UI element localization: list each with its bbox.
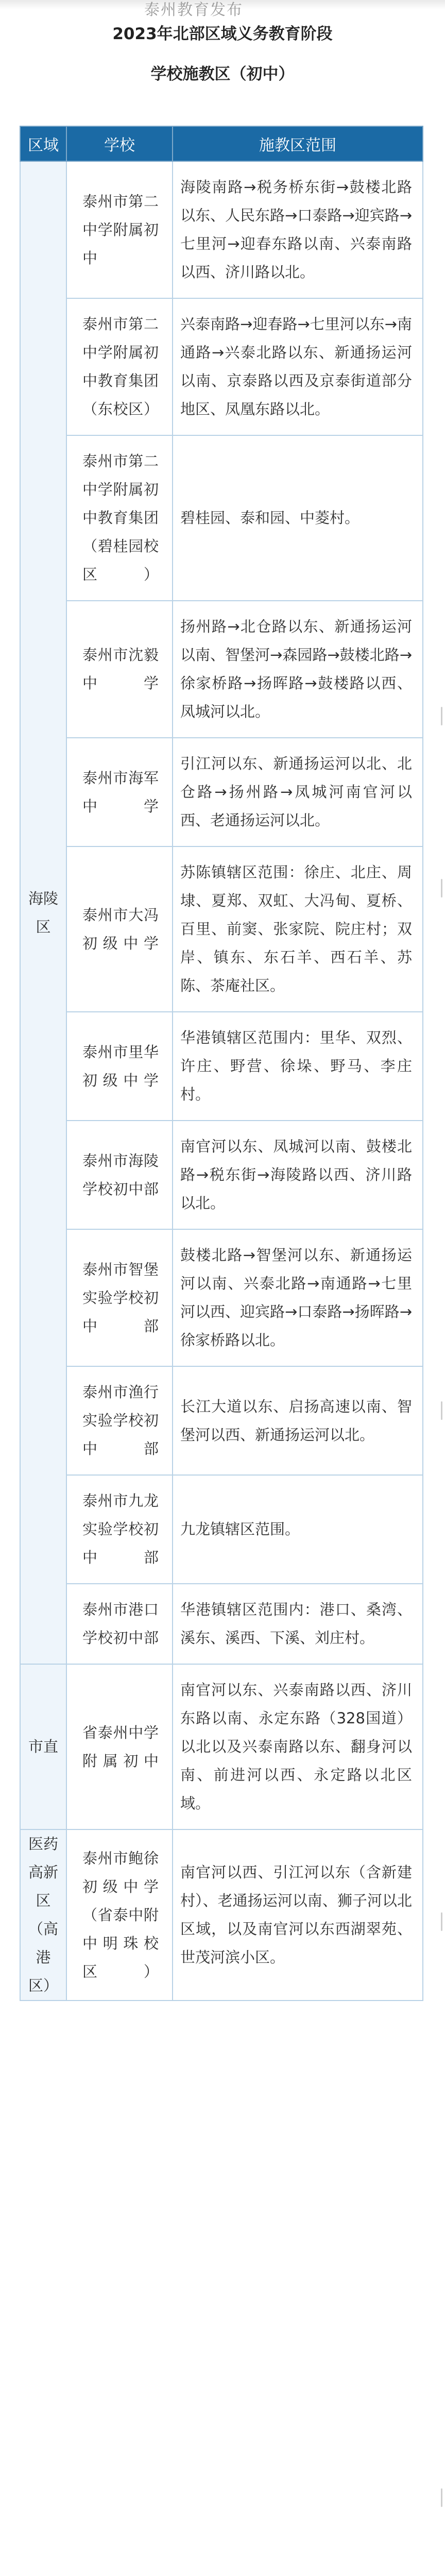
school-cell: 泰州市第二中学附属初中教育集团（碧桂园校区） bbox=[66, 435, 173, 601]
table-row bbox=[20, 1475, 423, 1584]
scope-cell: 南官河以东、凤城河以南、鼓楼北路→税东街→海陵路以西、济川路以北。 bbox=[173, 1121, 423, 1229]
table-row bbox=[20, 1664, 423, 1829]
school-cell: 泰州市九龙实验学校初中部 bbox=[66, 1475, 173, 1584]
school-cell: 泰州市海陵学校初中部 bbox=[66, 1121, 173, 1229]
table-row bbox=[20, 738, 423, 846]
school-cell: 泰州市第二中学附属初中教育集团（东校区） bbox=[66, 298, 173, 435]
scope-cell: 华港镇辖区范围内：里华、双烈、许庄、野营、徐垛、野马、李庄村。 bbox=[173, 1012, 423, 1121]
scope-cell: 兴泰南路→迎春路→七里河以东→南通路→兴泰北路以东、新通扬运河以南、京泰路以西及京泰街道部分地区、凤凰东路以北。 bbox=[173, 298, 423, 435]
scope-cell: 九龙镇辖区范围。 bbox=[173, 1475, 423, 1584]
school-cell: 泰州市第二中学附属初中 bbox=[66, 161, 173, 298]
header-scope: 施教区范围 bbox=[173, 126, 423, 161]
scope-cell: 海陵南路→税务桥东街→鼓楼北路以东、人民东路→口泰路→迎宾路→七里河→迎春东路以南、兴泰南路以西、济川路以北。 bbox=[173, 161, 423, 298]
scope-cell: 鼓楼北路→智堡河以东、新通扬运河以南、兴泰北路→南通路→七里河以西、迎宾路→口泰路→扬晖路→徐家桥路以北。 bbox=[173, 1229, 423, 1366]
school-cell: 泰州市渔行实验学校初中部 bbox=[66, 1366, 173, 1475]
table-row bbox=[20, 1012, 423, 1121]
school-cell: 泰州市智堡实验学校初中部 bbox=[66, 1229, 173, 1366]
table-row bbox=[20, 1584, 423, 1664]
school-cell: 泰州市海军中学 bbox=[66, 738, 173, 846]
scope-cell: 南官河以东、兴泰南路以西、济川东路以南、永定东路（328国道）以北以及兴泰南路以东、翻身河以南、前进河以西、永定路以北区域。 bbox=[173, 1664, 423, 1829]
table-row bbox=[20, 1121, 423, 1229]
table-row bbox=[20, 298, 423, 435]
header-district: 区域 bbox=[20, 126, 66, 161]
school-cell: 省泰州中学附属初中 bbox=[66, 1664, 173, 1829]
table-row bbox=[20, 846, 423, 1012]
scope-cell: 扬州路→北仓路以东、新通扬运河以南、智堡河→森园路→鼓楼北路→徐家桥路→扬晖路→鼓楼路以西、凤城河以北。 bbox=[173, 601, 423, 738]
school-cell: 泰州市沈毅中学 bbox=[66, 601, 173, 738]
top-fade-strip bbox=[0, 0, 445, 19]
header-fragment: 泰州教育发布 bbox=[144, 1, 243, 19]
school-zone-table bbox=[20, 126, 423, 2001]
scope-cell: 长江大道以东、启扬高速以南、智堡河以西、新通扬运河以北。 bbox=[173, 1366, 423, 1475]
scope-cell: 碧桂园、泰和园、中菱村。 bbox=[173, 435, 423, 601]
table-row bbox=[20, 161, 423, 298]
scroll-mark bbox=[441, 1912, 442, 1931]
scroll-mark bbox=[441, 2488, 442, 2507]
header-school: 学校 bbox=[66, 126, 173, 161]
district-cell-shizhi: 市直 bbox=[20, 1664, 66, 1829]
page-subtitle: 学校施教区（初中） bbox=[150, 65, 295, 83]
table-row bbox=[20, 1229, 423, 1366]
scope-cell: 引江河以东、新通扬运河以北、北仓路→扬州路→凤城河南官河以西、老通扬运河以北。 bbox=[173, 738, 423, 846]
table-row bbox=[20, 1829, 423, 2001]
district-cell-hailing: 海陵区 bbox=[20, 161, 66, 1664]
scope-cell: 华港镇辖区范围内：港口、桑湾、溪东、溪西、下溪、刘庄村。 bbox=[173, 1584, 423, 1664]
table-row bbox=[20, 435, 423, 601]
table-header-row bbox=[20, 126, 423, 161]
scroll-mark bbox=[441, 707, 442, 725]
school-cell: 泰州市港口学校初中部 bbox=[66, 1584, 173, 1664]
table-row bbox=[20, 1366, 423, 1475]
school-cell: 泰州市大冯初级中学 bbox=[66, 846, 173, 1012]
scope-cell: 南官河以西、引江河以东（含新建村）、老通扬运河以南、狮子河以北区域，以及南官河以东西湖翠苑、世茂河滨小区。 bbox=[173, 1829, 423, 2001]
scroll-mark bbox=[441, 1401, 442, 1420]
district-cell-gaoxin: 医药高新区（高港区） bbox=[20, 1829, 66, 2001]
scroll-mark bbox=[441, 879, 442, 897]
school-cell: 泰州市里华初级中学 bbox=[66, 1012, 173, 1121]
scope-cell: 苏陈镇辖区范围：徐庄、北庄、周埭、夏郑、双虹、大冯甸、夏桥、百里、前窦、张家院、院庄村；双岸、镇东、东石羊、西石羊、苏陈、茶庵社区。 bbox=[173, 846, 423, 1012]
page-title: 2023年北部区域义务教育阶段 bbox=[112, 25, 333, 43]
table-row bbox=[20, 601, 423, 738]
school-cell: 泰州市鲍徐初级中学（省泰中附中明珠校区） bbox=[66, 1829, 173, 2001]
